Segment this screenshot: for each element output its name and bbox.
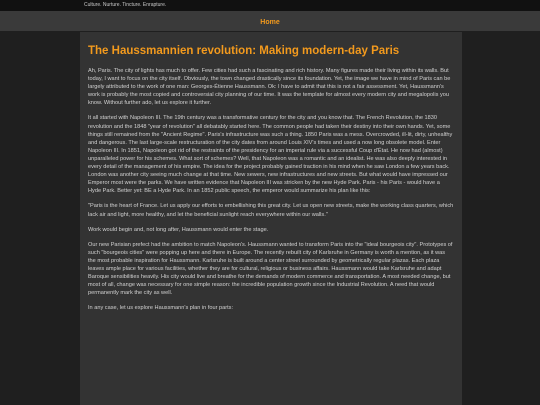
nav-home-link[interactable]: Home (260, 19, 280, 26)
article-paragraph-intro: Ah, Paris. The city of lights has much to offer. Few cities had such a fascinating and rich history. Many figures made their living within its walls. But today, I want to focus on the city itself. Obviously, the town changed drastically since its foundation. Yet, the image we have in mind of Paris can be largely attributed to the work of one man: Georges-Étienne Haussmann. Ok: I have to admit that this is not a fair assessment. Yet, Haussmann's work is probably the most copied and controversial city planning of our time. It was the template for almost every modern city and megalopolis you know. Without further ado, let us explore it further. (88, 68, 451, 107)
article-quote: "Paris is the heart of France. Let us apply our efforts to embellishing this great city. Let us open new streets, make the working class quarters, which lack air and light, more healthy, and let the beneficial sunlight reach everywhere within our walls." (88, 203, 454, 218)
article-container (80, 32, 462, 405)
nav-bar (0, 11, 540, 31)
article-paragraph-plan: In any case, let us explore Haussmann's plan in four parts: (88, 305, 234, 312)
article-content (80, 32, 462, 312)
article-paragraph-napoleon: It all started with Napoleon III. The 19th century was a transformative century for the city and you know that. The French Revolution, the 1830 revolution and the 1848 "year of revolution" all debatably started here. The common people had taken their destiny into their own hands. Yet, some things still remained from the "Ancient Regime". Paris's infrastructure was such a thing. 1850 Paris was a mess. Overcrowded, ill-lit, dirty, unhealthy and dangerous. The last large-scale restructuration of the city dates from around Louis XIV's times and used a now long obsolete model. Enter Napoleon III. In 1851, Napoleon got rid of the restraints of the presidency for an imperial rule via a successful Coup d'État. He now had (almost) unparalleled power for his schemes. What sort of schemes? Well, that Napoleon was a romantic and an idealist. He was also deeply interested in every detail of the management of his empire. The idea for the project probably gained traction in his mind when he saw London a few years back. London was another city seeing much change at that time. New sewers, new infrastructures and new streets. But what would have impressed our Emperor most were the parks. We have written evidence that Napoleon III was stricken by the new Hyde Park. Paris - his Paris - would have a Hyde Park. Better yet: BE a Hyde Park. In an 1852 public speech, the emperor would summarize his plan like this: (88, 115, 453, 195)
article-title: The Haussmannien revolution: Making modern-day Paris (88, 45, 400, 57)
site-tagline: Culture. Nurture. Tincture. Enrapture. (84, 2, 167, 8)
article-paragraph-haussmann: Our new Parisian prefect had the ambition to match Napoleon's. Haussmann wanted to transform Paris into the "ideal bourgeois city". Prototypes of such "bourgeois cities" were popping up here and there in Europe. The recently rebuilt city of Karlsruhe in Germany is worth a mention, as it was the most probable inspiration for Haussmann. Karlsruhe is built around a center street surrounded by geometrically regular plazas. Each plaza leaves ample place for various facilities, whether they are for cultural, religious or business affairs. Haussmann would take Karlsruhe and adapt Baroque sensibilities heavily. His city would live and breathe for the demands of modern commerce and transportation. A most needed change, but most of all, change was necessary for one simple reason: the incredible population growth since the Industrial Revolution. A need that would permanently mark the city as well. (88, 241, 453, 297)
article-paragraph-work: Work would begin and, not long after, Haussmann would enter the stage. (88, 226, 269, 233)
top-bar (0, 0, 540, 11)
